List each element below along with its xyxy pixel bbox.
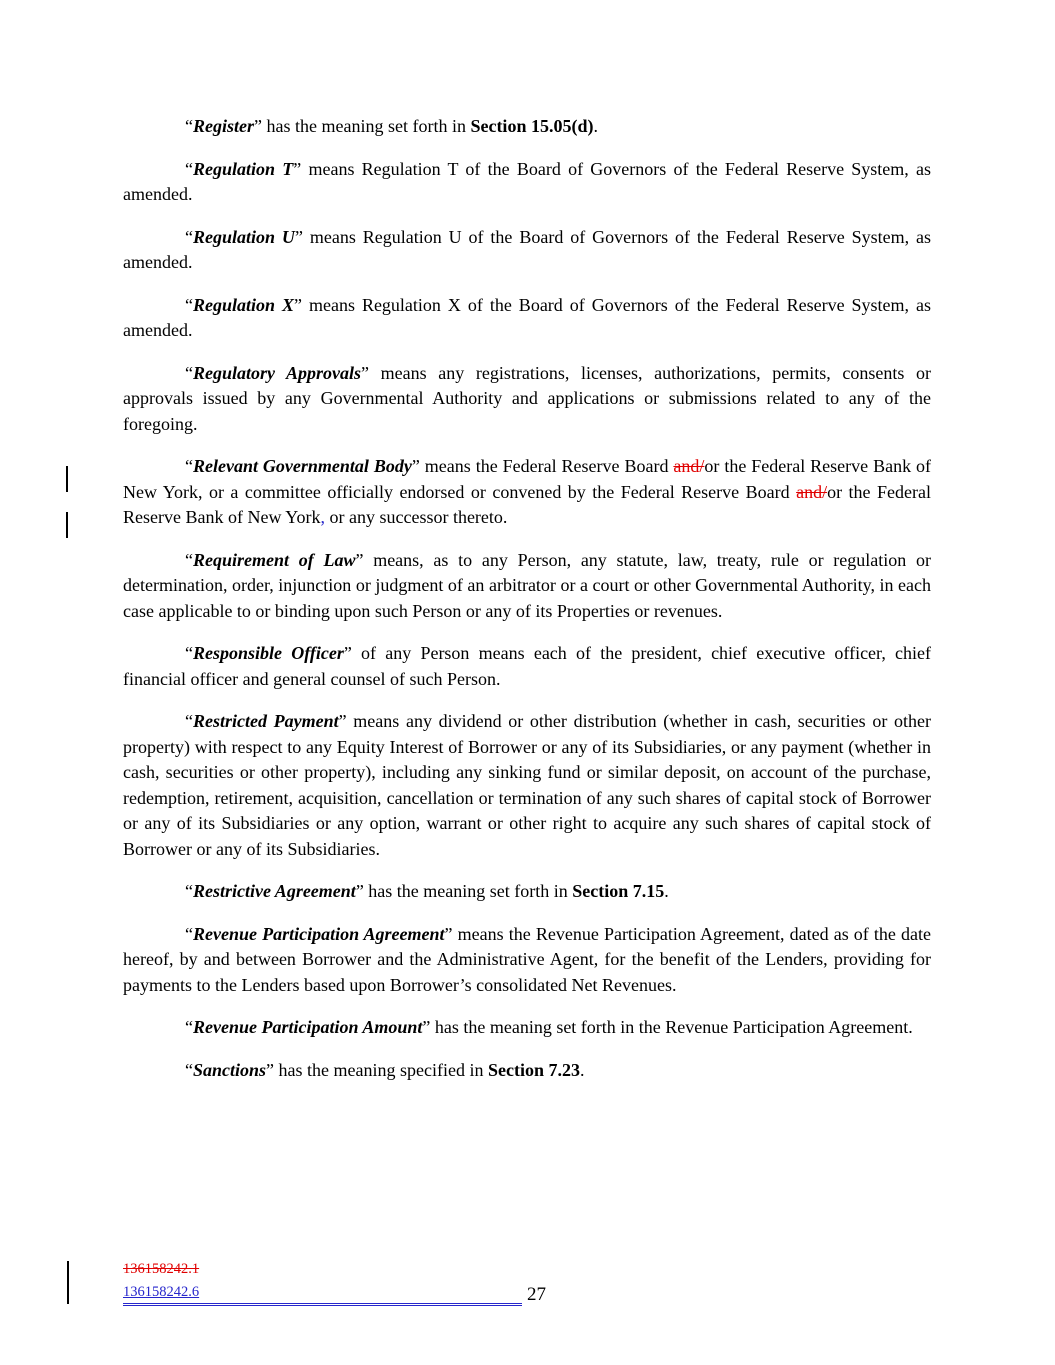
text-segment: or the Federal Reserve Bank of New York, or a committee officially endorsed or convened by the Federal Reserve Board	[123, 456, 931, 502]
definition-regulatory-approvals	[123, 361, 931, 438]
deleted-doc-id: 136158242.1	[123, 1261, 200, 1277]
text-segment: ” of any Person means each of the president, chief executive officer, chief financial officer and general counsel of such Person.	[123, 643, 931, 689]
text-segment: ” means any registrations, licenses, authorizations, permits, consents or approvals issued by any Governmental Authority and applications or submissions related to any of the foregoing.	[123, 362, 931, 434]
inserted-doc-id: 136158242.6	[123, 1284, 200, 1300]
section-reference: Section 7.23	[487, 1059, 580, 1080]
text-segment: “	[185, 226, 193, 247]
definition-register	[123, 114, 931, 140]
text-segment: ” has the meaning set forth in the Revenue Participation Agreement.	[422, 1017, 913, 1037]
text-segment: ” means Regulation T of the Board of Governors of the Federal Reserve System, as amended.	[123, 158, 932, 204]
definition-requirement-of-law	[123, 548, 931, 625]
definition-responsible-officer	[123, 641, 931, 692]
defined-term: Responsible Officer	[193, 643, 344, 663]
section-reference: Section 15.05(d)	[470, 116, 594, 136]
footer-underline	[123, 1283, 522, 1306]
definition-revenue-participation-amount	[123, 1015, 931, 1041]
definition-restricted-payment	[123, 709, 931, 862]
text-segment: “	[185, 643, 193, 663]
text-segment: ” has the meaning specified in	[266, 1059, 488, 1080]
defined-term: Regulation U	[193, 226, 295, 247]
text-segment: ” means Regulation X of the Board of Governors of the Federal Reserve System, as amended.	[123, 294, 932, 340]
definition-relevant-governmental-body	[123, 454, 931, 531]
document-body	[123, 114, 931, 1100]
change-bar	[67, 1261, 69, 1304]
text-segment: “	[185, 711, 193, 731]
definition-regulation-x	[123, 293, 931, 344]
change-bar	[66, 466, 68, 492]
text-segment: ” has the meaning set forth in	[254, 116, 471, 136]
text-segment: “	[185, 923, 193, 944]
definition-regulation-t	[123, 157, 931, 208]
text-segment: or the Federal Reserve Bank of New York	[123, 481, 931, 527]
text-segment: “	[185, 549, 193, 570]
text-segment: ” means Regulation U of the Board of Governors of the Federal Reserve System, as amended.	[123, 226, 931, 272]
text-segment: “	[185, 116, 193, 136]
text-segment: “	[185, 881, 193, 901]
section-reference: Section 7.15	[572, 881, 665, 901]
text-segment: ” means the Federal Reserve Board	[411, 456, 674, 476]
deleted-text: and/	[796, 481, 828, 502]
change-bar	[66, 512, 68, 538]
defined-term: Regulation T	[193, 158, 294, 179]
definition-regulation-u	[123, 225, 931, 276]
defined-term: Restricted Payment	[193, 711, 339, 731]
text-segment: “	[185, 456, 193, 476]
definition-revenue-participation-agreement	[123, 922, 931, 999]
definition-restrictive-agreement	[123, 879, 931, 905]
text-segment: “	[185, 362, 193, 383]
deleted-text: and/	[673, 456, 705, 476]
defined-term: Regulatory Approvals	[193, 362, 361, 383]
defined-term: Relevant Governmental Body	[193, 456, 412, 476]
defined-term: Requirement of Law	[193, 549, 356, 570]
text-segment: or any successor thereto.	[324, 507, 508, 527]
defined-term: Revenue Participation Amount	[193, 1017, 423, 1037]
page-number: 27	[527, 1284, 546, 1305]
text-segment: ” means, as to any Person, any statute, law, treaty, rule or regulation or determination, order, injunction or judgment of an arbitrator or a court or other Governmental Authority, in each case applicable to or binding upon such Person or any of its Properties or revenues.	[123, 549, 931, 621]
text-segment: .	[664, 881, 669, 901]
text-segment: ” means any dividend or other distribution (whether in cash, securities or other property) with respect to any Equity Interest of Borrower or any of its Subsidiaries, or any payment (whether in cash, securities or other property), including any sinking fund or similar deposit, on account of the purchase, redemption, retirement, acquisition, cancellation or termination of any such shares of capital stock of Borrower or any of its Subsidiaries or any option, warrant or other right to acquire any such shares of capital stock of Borrower or any of its Subsidiaries.	[123, 711, 931, 859]
text-segment: .	[579, 1059, 585, 1080]
defined-term: Sanctions	[193, 1059, 267, 1080]
defined-term: Regulation X	[193, 294, 295, 315]
text-segment: “	[185, 158, 193, 179]
text-segment: “	[185, 1017, 193, 1037]
text-segment: .	[593, 116, 598, 136]
defined-term: Register	[193, 116, 254, 136]
text-segment: ” has the meaning set forth in	[355, 881, 573, 901]
definition-sanctions	[123, 1058, 931, 1084]
text-segment: ” means the Revenue Participation Agreement, dated as of the date hereof, by and between Borrower and the Administrative Agent, for the benefit of the Lenders, providing for payments to the Lenders based upon Borrower’s consolidated Net Revenues.	[123, 923, 932, 995]
text-segment: “	[185, 294, 193, 315]
text-segment: “	[185, 1059, 193, 1080]
inserted-text: ,	[320, 507, 325, 527]
defined-term: Restrictive Agreement	[193, 881, 356, 901]
defined-term: Revenue Participation Agreement	[193, 923, 445, 944]
